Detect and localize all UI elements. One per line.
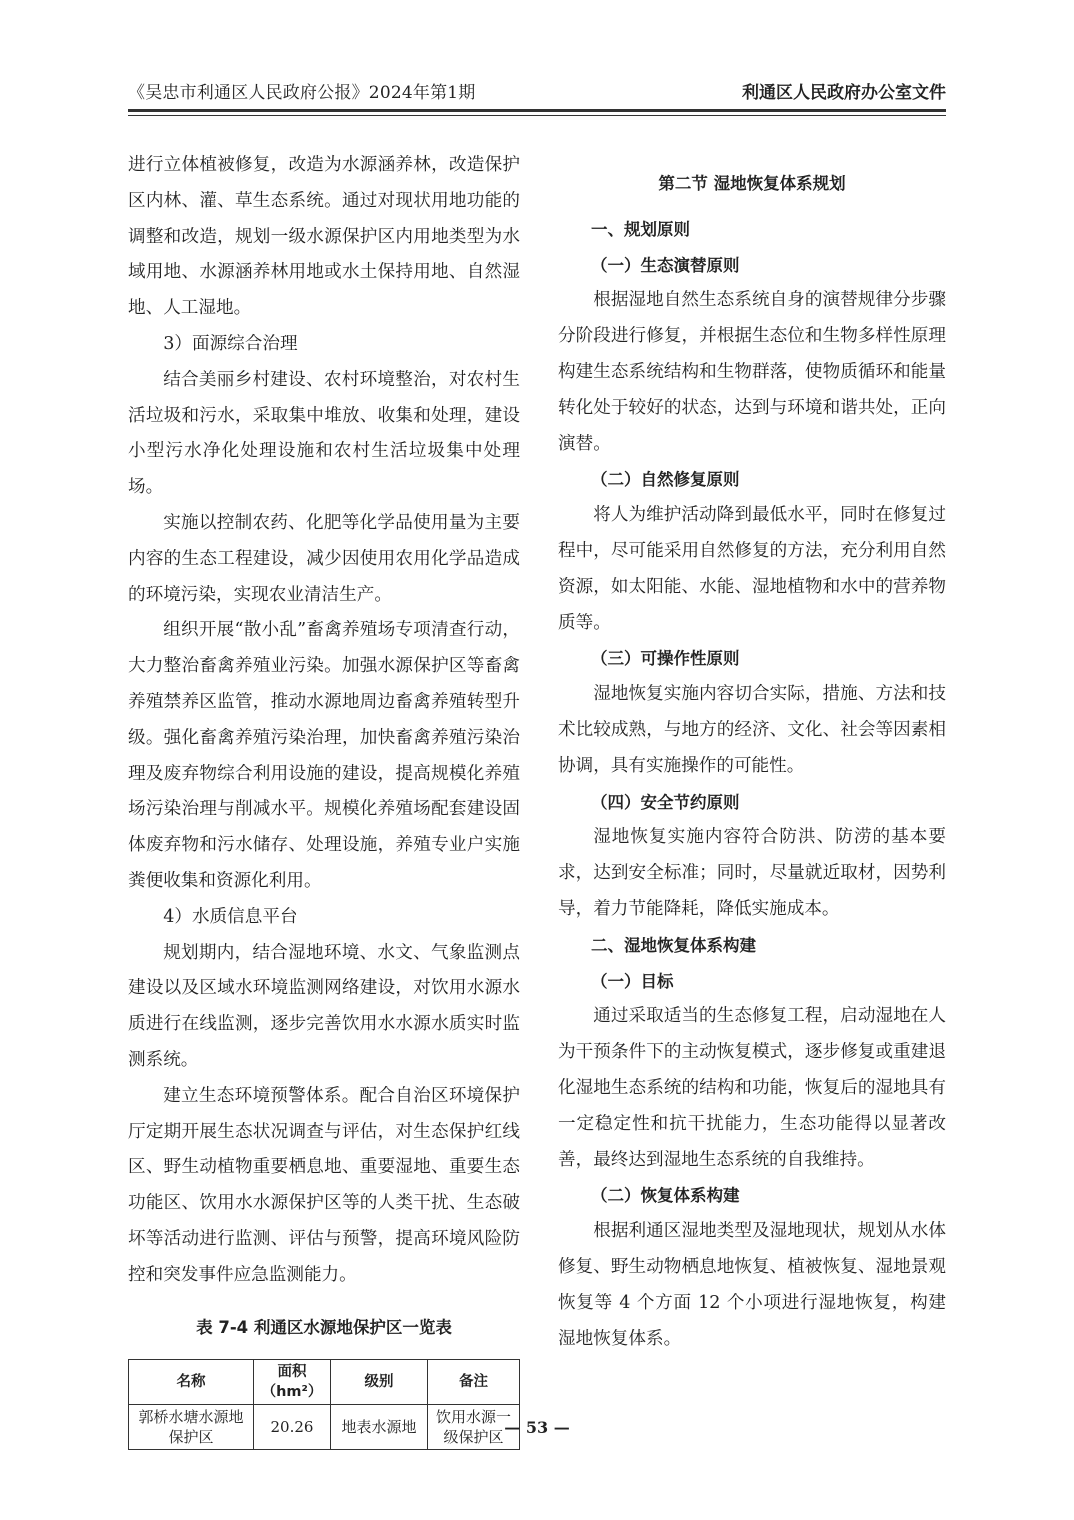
header-rule-thin [128, 115, 946, 116]
table-header-cell: 面积（hm²） [254, 1360, 331, 1405]
paragraph: 根据利通区湿地类型及湿地现状，规划从水体修复、野生动物栖息地恢复、植被恢复、湿地景观恢复等 4 个方面 12 个小项进行湿地恢复，构建湿地恢复体系。 [558, 1221, 946, 1349]
paragraph: 结合美丽乡村建设、农村环境整治，对农村生活垃圾和污水，采取集中堆放、收集和处理，建设小型污水净化处理设施和农村生活垃圾集中处理场。 [128, 369, 520, 498]
page-number: — 53 — [504, 1418, 570, 1437]
paragraph: 规划期内，结合湿地环境、水文、气象监测点建设以及区域水环境监测网络建设，对饮用水源水质进行在线监测，逐步完善饮用水水源水质实时监测系统。 [128, 942, 520, 1070]
header-rule-thick [128, 109, 946, 112]
paragraph: 组织开展“散小乱”畜禽养殖场专项清查行动，大力整治畜禽养殖业污染。加强水源保护区等畜禽养殖禁养区监管，推动水源地周边畜禽养殖转型升级。强化畜禽养殖污染治理，加快畜禽养殖污染治理及废弃物综合利用设施的建设，提高规模化养殖场污染治理与削减水平。规模化养殖场配套建设固体废弃物和污水储存、处理设施，养殖专业户实施粪便收集和资源化利用。 [128, 620, 520, 891]
subheading: 3）面源综合治理 [163, 333, 298, 354]
heading-level1: 二、湿地恢复体系构建 [591, 935, 756, 955]
heading-level1: 一、规划原则 [591, 219, 690, 239]
heading-level2: （三）可操作性原则 [591, 649, 740, 669]
left-column [128, 148, 520, 1450]
table-cell: 20.26 [254, 1405, 331, 1450]
heading-level2: （二）恢复体系构建 [591, 1186, 740, 1206]
table-cell: 地表水源地 [331, 1405, 428, 1450]
heading-level2: （二）自然修复原则 [591, 470, 740, 490]
table-header-cell: 备注 [428, 1360, 520, 1405]
page-header [128, 74, 946, 108]
table-cell: 郭桥水塘水源地保护区 [129, 1405, 254, 1450]
paragraph: 湿地恢复实施内容切合实际，措施、方法和技术比较成熟，与地方的经济、文化、社会等因素相协调，具有实施操作的可能性。 [558, 684, 946, 776]
section-title: 第二节 湿地恢复体系规划 [658, 174, 846, 193]
paragraph: 将人为维护活动降到最低水平，同时在修复过程中，尽可能采用自然修复的方法，充分利用自然资源，如太阳能、水能、湿地植物和水中的营养物质等。 [558, 505, 946, 633]
heading-level2: （一）生态演替原则 [591, 255, 740, 275]
table-cell: 饮用水源一级保护区 [428, 1405, 520, 1450]
paragraph: 根据湿地自然生态系统自身的演替规律分步骤分阶段进行修复，并根据生态位和生物多样性原理构建生态系统结构和生物群落，使物质循环和能量转化处于较好的状态，达到与环境和谐共处，正向演替。 [558, 290, 946, 454]
paragraph: 实施以控制农药、化肥等化学品使用量为主要内容的生态工程建设，减少因使用农用化学品造成的环境污染，实现农业清洁生产。 [128, 512, 520, 605]
table-header-cell: 名称 [129, 1360, 254, 1405]
paragraph: 进行立体植被修复，改造为水源涵养林，改造保护区内林、灌、草生态系统。通过对现状用地功能的调整和改造，规划一级水源保护区内用地类型为水域用地、水源涵养林用地或水土保持用地、自然湿地、人工湿地。 [128, 155, 520, 319]
paragraph: 建立生态环境预警体系。配合自治区环境保护厅定期开展生态状况调查与评估，对生态保护红线区、野生动植物重要栖息地、重要湿地、重要生态功能区、饮用水水源保护区等的人类干扰、生态破坏等活动进行监测、评估与预警，提高环境风险防控和突发事件应急监测能力。 [128, 1085, 520, 1285]
heading-level2: （四）安全节约原则 [591, 792, 740, 812]
heading-level2: （一）目标 [591, 971, 674, 991]
paragraph: 湿地恢复实施内容符合防洪、防涝的基本要求，达到安全标准；同时，尽量就近取材，因势利导，着力节能降耗，降低实施成本。 [558, 827, 946, 919]
header-office: 利通区人民政府办公室文件 [742, 83, 946, 103]
right-column [558, 148, 946, 1357]
table-title: 表 7-4 利通区水源地保护区一览表 [196, 1317, 452, 1337]
paragraph: 通过采取适当的生态修复工程，启动湿地在人为干预条件下的主动恢复模式，逐步修复或重建退化湿地生态系统的结构和功能，恢复后的湿地具有一定稳定性和抗干扰能力，生态功能得以显著改善，最终达到湿地生态系统的自我维持。 [558, 1006, 946, 1170]
subheading: 4）水质信息平台 [163, 906, 298, 927]
header-publication: 《吴忠市利通区人民政府公报》2024年第1期 [128, 83, 476, 103]
table-header-row [129, 1360, 520, 1405]
table-header-cell: 级别 [331, 1360, 428, 1405]
